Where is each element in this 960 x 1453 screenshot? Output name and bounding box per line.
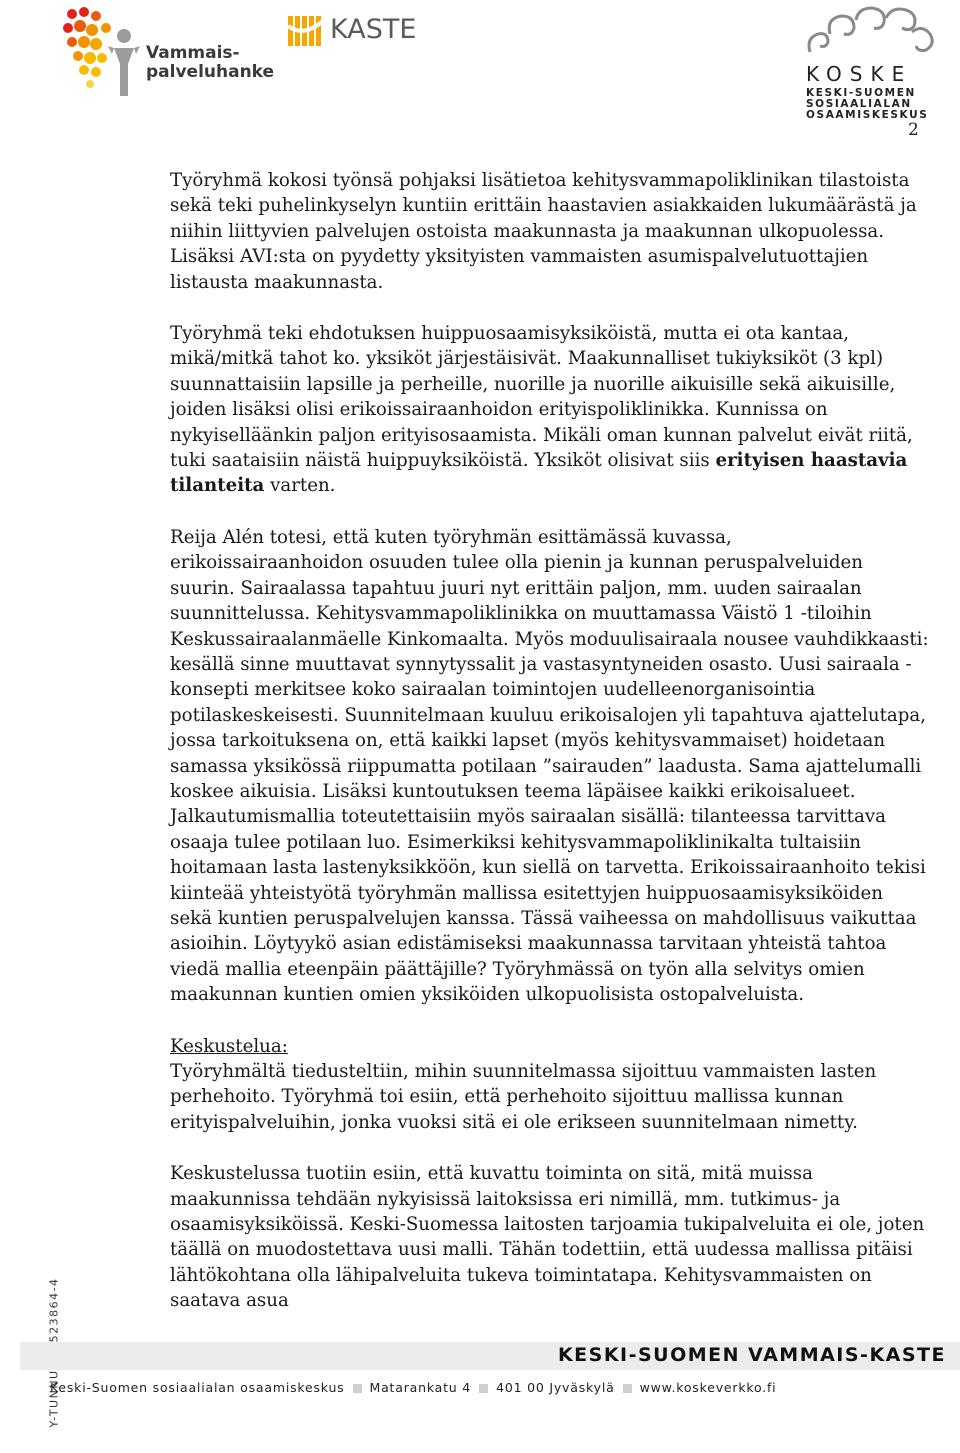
footer-web-link[interactable]: www.koskeverkko.fi <box>639 1380 777 1395</box>
koske-sub-line-2: SOSIAALIALAN <box>806 98 912 110</box>
separator-icon <box>479 1384 488 1393</box>
koske-spiral-icon <box>800 4 940 60</box>
koske-subtitle <box>806 88 928 121</box>
footer-contact-line <box>50 1380 950 1395</box>
paragraph-2-text: Työryhmä teki ehdotuksen huippuosaamisyksiköistä, mutta ei ota kantaa, mikä/mitkä tahot ko. yksiköt järjestäisivät. Maakunnalliset tukiyksiköt (3 kpl) suunnattaisiin lapsille ja perheille, nuorille ja nuorille aikuisille sekä aikuisille, joiden lisäksi olisi erikoissairaanhoidon erityispoliklinikka. Kunnissa on nykyiselläänkin paljon erityisosaamista. Mikäli oman kunnan palvelut eivät riitä, tuki saataisiin näistä huippuyksiköistä. Yksiköt olisivat siis <box>170 323 913 472</box>
discussion-heading <box>170 1034 930 1059</box>
logo-line-2: palveluhanke <box>146 62 275 82</box>
separator-icon <box>623 1384 632 1393</box>
paragraph-3: Reija Alén totesi, että kuten työryhmän esittämässä kuvassa, erikoissairaanhoidon osuuden tulee olla pienin ja kunnan peruspalveluiden suurin. Sairaalassa tapahtuu juuri nyt erittäin paljon, mm. uuden sairaalan suunnittelussa. Kehitysvammapoliklinikka on muuttamassa Väistö 1 -tiloihin Keskussairaalanmäelle Kinkomaalta. Myös moduulisairaala nousee vauhdikkaasti: kesällä sinne muuttavat synnytyssalit ja vastasyntyneiden osasto. Uusi sairaala -konsepti merkitsee koko sairaalan toimintojen uudelleenorganisointia potilaskeskeisesti. Suunnitelmaan kuuluu erikoisalojen yli tapahtuva ajattelutapa, jossa tarkoituksena on, että kaikki lapset (myös kehitysvammaiset) hoidetaan samassa yksikössä riippumatta potilaan ”sairauden” laadusta. Sama ajattelumalli koskee aikuisia. Lisäksi kuntoutuksen teema läpäisee kaikki erikoisalueet. Jalkautumismallia toteutettaisiin myös sairaalan sisällä: tilanteessa tarvittava osaaja tulee potilaan luo. Esimerkiksi kehitysvammapoliklinikalta tultaisiin hoitamaan lasta lastenyksikköön, kun siellä on tarvetta. Erikoissairaanhoito tekisi kiinteää yhteistyötä työryhmän mallissa esitettyjen huippuosaamisyksiköiden sekä kuntien peruspalvelujen kanssa. Tässä vaiheessa on mahdollisuus vaikuttaa asioihin. Löytyykö asian edistämiseksi maakunnassa tarvitaan yhteistä tahtoa viedä mallia eteenpäin päättäjille? Työryhmässä on työn alla selvitys omien maakunnan kuntien omien yksiköiden ulkopuolisista ostopalveluista. <box>170 526 929 1006</box>
vammaispalveluhanke-logo-text <box>146 44 274 82</box>
discussion-heading-text: Keskustelua: <box>170 1035 288 1057</box>
page-header <box>0 0 960 140</box>
dots-person-icon <box>62 6 152 102</box>
kaste-logo-text: KASTE <box>330 14 417 45</box>
paragraph-5: Keskustelussa tuotiin esiin, että kuvattu toiminta on sitä, mitä muissa maakunnissa tehdään nykyisissä laitoksissa eri nimillä, mm. tutkimus- ja osaamisyksiköissä. Keski-Suomessa laitosten tarjoamia tukipalveluita ei ole, joten täällä on muodostettava uusi malli. Tähän todettiin, että uudessa mallissa pitäisi lähtökohtana olla lähipalveluita tukeva toimintatapa. Kehitysvammaisten on saatava asua <box>170 1163 925 1312</box>
logo-line-1: Vammais- <box>146 43 240 63</box>
footer-org: Keski-Suomen sosiaalialan osaamiskeskus <box>50 1380 345 1395</box>
kaste-logo <box>286 12 416 52</box>
koske-logo <box>800 4 940 124</box>
document-body <box>170 168 930 1340</box>
kaste-mark-icon <box>286 12 326 52</box>
separator-icon <box>353 1384 362 1393</box>
koske-sub-line-1: KESKI-SUOMEN <box>806 87 916 99</box>
paragraph-1: Työryhmä kokosi työnsä pohjaksi lisätietoa kehitysvammapoliklinikan tilastoista sekä teki puhelinkyselyn kuntiin erittäin haastavien asiakkaiden lukumäärästä ja niihin liittyvien palvelujen ostoista maakunnasta ja maakunnan ulkopuolessa. Lisäksi AVI:sta on pyydetty yksityisten vammaisten asumispalvelutuottajien listausta maakunnasta. <box>170 170 917 293</box>
paragraph-4: Työryhmältä tiedusteltiin, mihin suunnitelmassa sijoittuu vammaisten lasten perhehoito. Työryhmä toi esiin, että perhehoito sijoittuu mallissa kunnan erityispalveluihin, jonka vuoksi sitä ei ole erikseen suunnitelmaan nimetty. <box>170 1061 877 1133</box>
footer-address: Matarankatu 4 <box>369 1380 472 1395</box>
footer-city: 401 00 Jyväskylä <box>496 1380 615 1395</box>
koske-title: KOSKE <box>806 62 913 86</box>
vammaispalveluhanke-logo <box>62 6 282 102</box>
footer-title: KESKI-SUOMEN VAMMAIS-KASTE <box>557 1344 946 1366</box>
paragraph-2-bold: erityisen haastavia tilanteita <box>170 450 908 497</box>
paragraph-2-end: varten. <box>264 475 336 497</box>
koske-sub-line-3: OSAAMISKESKUS <box>806 109 929 121</box>
paragraph-2 <box>170 321 930 499</box>
page-number: 2 <box>908 120 919 140</box>
